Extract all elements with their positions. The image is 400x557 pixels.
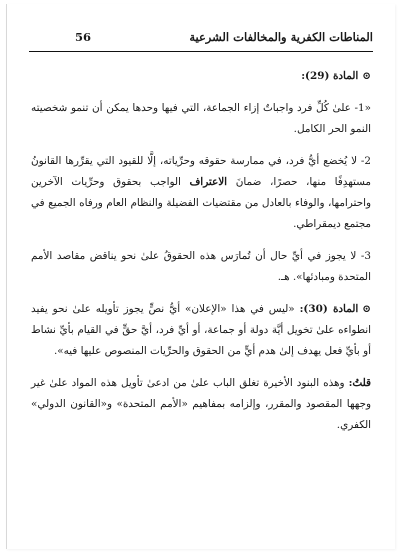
author-note — [31, 373, 371, 436]
article-29-paragraph-3: 3- لا يجوز في أيِّ حال أن تُمارَس هذه الحقوقُ علىٰ نحو يناقض مقاصد الأمم المتحدة ومبادئها». هـ. — [31, 250, 371, 283]
article-29-paragraph-2 — [31, 151, 371, 235]
note-text: وهذه البنود الأخيرة تغلق الباب علىٰ من ادعىٰ تأويل هذه المواد علىٰ غير وجهها المقصود والمقرر، وإلزامه بمفاهيم «الأمم المتحدة» و«القانون الدولي» الكفري. — [31, 377, 371, 431]
header-rule — [29, 51, 373, 52]
circle-dot-icon: ⊙ — [362, 70, 371, 82]
paragraph-text: الواجب بحقوق وحرِّيات الآخرين واحترامها، والوفاء بالعادل من مقتضيات الفضيلة والنظام العام ورفاه الجميع في مجتمع ديمقراطي. — [31, 176, 371, 230]
article-30-text: «ليس في هذا «الإعلان» أيُّ نصٍّ يجوز تأويله علىٰ نحو يفيد انطواءه علىٰ تخويل أيَّة دولة أو جماعة، أو أيِّ فرد، أيَّ حقٍّ في القيام بأيِّ نشاط أو بأيِّ فعل يهدف إلىٰ هدم أيٍّ من الحقوق والحرِّيات المنصوص عليها فيه». — [31, 303, 371, 357]
page-body — [31, 66, 371, 447]
paragraph-text: 2- لا يُخضع أيُّ فرد، في ممارسة حقوقه وحرِّياته، إلَّا للقيود التي يقرِّرها القانونُ مستهدِفًا منها، حصرًا، ضمانَ — [31, 155, 371, 188]
article-heading: المادة (29): — [301, 70, 359, 82]
emphasized-term: الاعتراف — [189, 176, 228, 188]
article-heading: المادة (30): — [299, 303, 359, 315]
document-page — [6, 4, 395, 549]
page-number: 56 — [75, 30, 92, 44]
article-29-heading — [31, 66, 371, 87]
page-header — [29, 30, 373, 48]
circle-dot-icon: ⊙ — [362, 303, 371, 315]
running-title: المناطات الكفرية والمخالفات الشرعية — [189, 30, 373, 44]
article-29-paragraph-1: «1- علىٰ كُلِّ فرد واجباتٌ إزاء الجماعة، التي فيها وحدها يمكن أن تنمو شخصيته النمو الحر الكامل. — [31, 102, 371, 135]
article-30 — [31, 299, 371, 362]
note-label: قلتُ: — [348, 377, 372, 389]
